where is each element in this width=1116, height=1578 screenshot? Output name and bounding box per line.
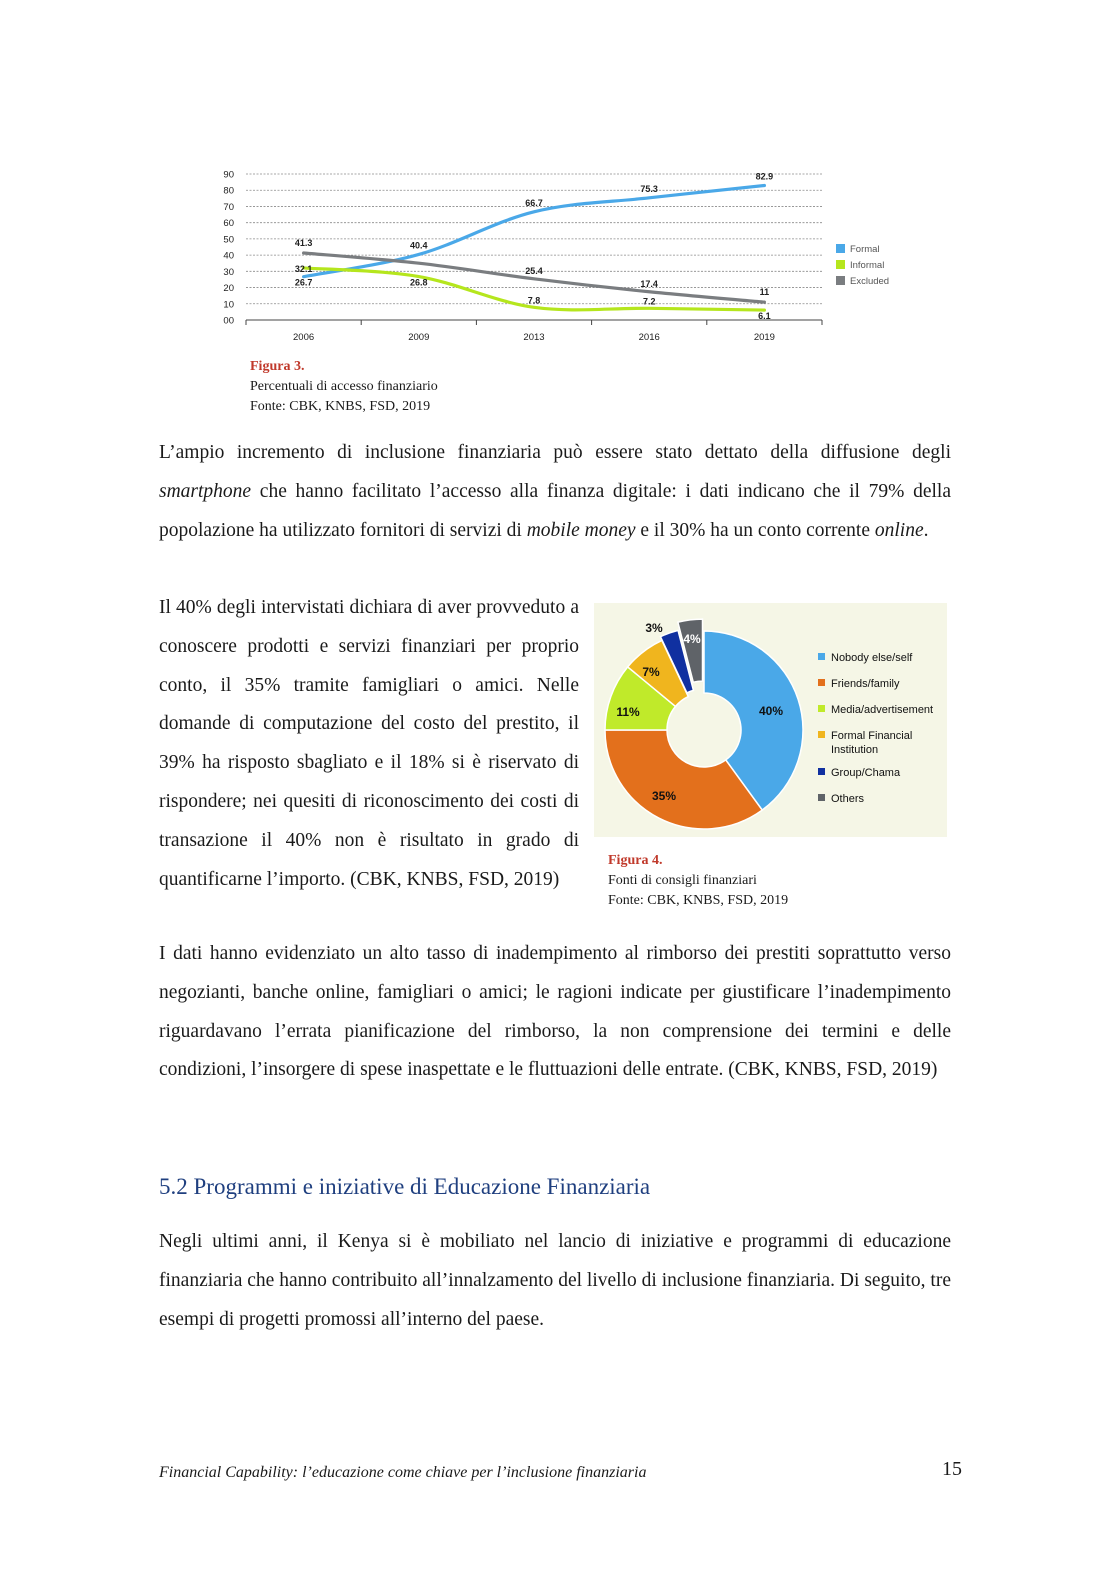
- figure-4-caption: [608, 851, 788, 911]
- data-label: 7.8: [527, 295, 541, 306]
- paragraph-1-part-d: mobile money: [526, 519, 636, 541]
- figure-3-source: Fonte: CBK, KNBS, FSD, 2019: [250, 399, 431, 414]
- paragraph-2: Il 40% degli intervistati dichiara di aver provveduto a conoscere prodotti e servizi finanziari per proprio conto, il 35% tramite famigliari o amici. Nelle domande di computazione del costo del prestito, il 39% ha risposto sbagliato e il 18% si è riservato di rispondere; nei quesiti di riconoscimento dei costi di transazione il 40% non è risultato in grado di quantificarne l’importo. (CBK, KNBS, FSD, 2019): [159, 597, 579, 890]
- x-tick-label: 2019: [753, 332, 775, 343]
- y-tick-label: 20: [223, 283, 234, 295]
- figure-4-source: Fonte: CBK, KNBS, FSD, 2019: [608, 893, 789, 908]
- data-label: 17.4: [640, 278, 658, 289]
- legend-swatch: [818, 794, 825, 801]
- data-label: 75.3: [640, 183, 658, 194]
- slice-label: 4%: [683, 632, 701, 646]
- x-tick-label: 2016: [638, 332, 660, 343]
- x-tick-label: 2006: [293, 332, 315, 343]
- y-tick-label: 60: [223, 218, 234, 230]
- legend-label: Group/Chama: [831, 767, 901, 779]
- section-heading: 5.2 Programmi e iniziative di Educazione Finanziaria: [159, 1174, 651, 1199]
- data-label: 7.2: [642, 296, 656, 307]
- figure-3-title: Percentuali di accesso finanziario: [250, 379, 438, 394]
- slice-label: 40%: [758, 704, 784, 718]
- legend-label: Formal Financial: [831, 730, 913, 742]
- legend-swatch: [836, 244, 845, 253]
- y-tick-label: 30: [223, 266, 234, 278]
- y-tick-label: 00: [223, 315, 234, 327]
- figure-4-title: Fonti di consigli finanziari: [608, 873, 757, 888]
- slice-label: 11%: [616, 705, 640, 719]
- y-tick-label: 90: [223, 169, 234, 181]
- x-tick-label: 2009: [408, 332, 430, 343]
- data-label: 41.3: [294, 238, 313, 249]
- y-tick-label: 70: [223, 201, 234, 213]
- x-tick-label: 2013: [523, 332, 545, 343]
- legend-swatch: [818, 768, 825, 775]
- data-label: 82.9: [755, 171, 774, 182]
- donut-chart-panel: [594, 603, 947, 837]
- paragraph-1-part-c: che hanno facilitato l’accesso alla finanza digitale: i dati indicano che il 79% della popolazione ha utilizzato fornitori di servizi di: [159, 480, 951, 541]
- legend-label: Media/advertisement: [831, 704, 934, 716]
- slice-label: 3%: [645, 621, 663, 635]
- paragraph-1-part-b: smartphone: [159, 480, 252, 502]
- page-number: 15: [942, 1458, 962, 1480]
- legend-swatch: [818, 679, 825, 686]
- legend-swatch: [818, 653, 825, 660]
- legend-swatch: [818, 731, 825, 738]
- y-tick-label: 10: [223, 299, 234, 311]
- paragraph-1-part-e: e il 30% ha un conto corrente: [635, 519, 875, 541]
- y-tick-label: 40: [223, 250, 234, 262]
- paragraph-1: [159, 434, 951, 550]
- figure-3-label: Figura 3.: [250, 359, 305, 374]
- data-label: 25.4: [525, 265, 543, 276]
- legend-label: Friends/family: [831, 678, 900, 690]
- legend-label: Informal: [850, 260, 885, 271]
- data-label: 26.8: [410, 277, 428, 288]
- paragraph-4: Negli ultimi anni, il Kenya si è mobiliato nel lancio di iniziative e programmi di educazione finanziaria che hanno contribuito all’innalzamento del livello di inclusione finanziaria. Di seguito, tre esempi di progetti promossi all’interno del paese.: [159, 1231, 951, 1330]
- line-chart: [210, 160, 910, 350]
- legend-label: Excluded: [850, 276, 890, 287]
- legend-label: Formal: [850, 244, 880, 255]
- legend-swatch: [818, 705, 825, 712]
- footer-title: Financial Capability: l’educazione come chiave per l’inclusione finanziaria: [159, 1464, 647, 1481]
- figure-4-label: Figura 4.: [608, 853, 663, 868]
- paragraph-1-part-f: online: [874, 519, 924, 541]
- legend-label: Institution: [831, 744, 879, 756]
- slice-label: 7%: [642, 665, 660, 679]
- data-label: 66.7: [525, 197, 543, 208]
- slice-label: 35%: [651, 789, 677, 803]
- paragraph-1-part-a: L’ampio incremento di inclusione finanziaria può essere stato dettato della diffusione degli: [159, 442, 951, 463]
- legend-label: Others: [831, 793, 865, 805]
- y-tick-label: 50: [223, 234, 234, 246]
- legend-swatch: [836, 276, 845, 285]
- data-label: 6.1: [758, 311, 771, 322]
- legend-swatch: [836, 260, 845, 269]
- data-label: 40.4: [410, 240, 428, 251]
- data-label: 26.7: [294, 277, 313, 288]
- y-tick-label: 80: [223, 185, 234, 197]
- paragraph-3: I dati hanno evidenziato un alto tasso di inadempimento al rimborso dei prestiti soprattutto verso negozianti, banche online, famigliari o amici; le ragioni indicate per giustificare l’inadempimento riguardavano l’errata pianificazione del rimborso, la non comprensione dei termini e delle condizioni, l’insorgere di spese inaspettate e le fluttuazioni delle entrate. (CBK, KNBS, FSD, 2019): [159, 943, 951, 1081]
- legend-label: Nobody else/self: [831, 652, 913, 664]
- donut-chart: [594, 603, 947, 837]
- paragraph-1-part-g: .: [923, 519, 929, 541]
- data-label: 32.1: [294, 263, 313, 274]
- data-label: 11: [759, 287, 770, 298]
- figure-3-caption: [250, 357, 438, 417]
